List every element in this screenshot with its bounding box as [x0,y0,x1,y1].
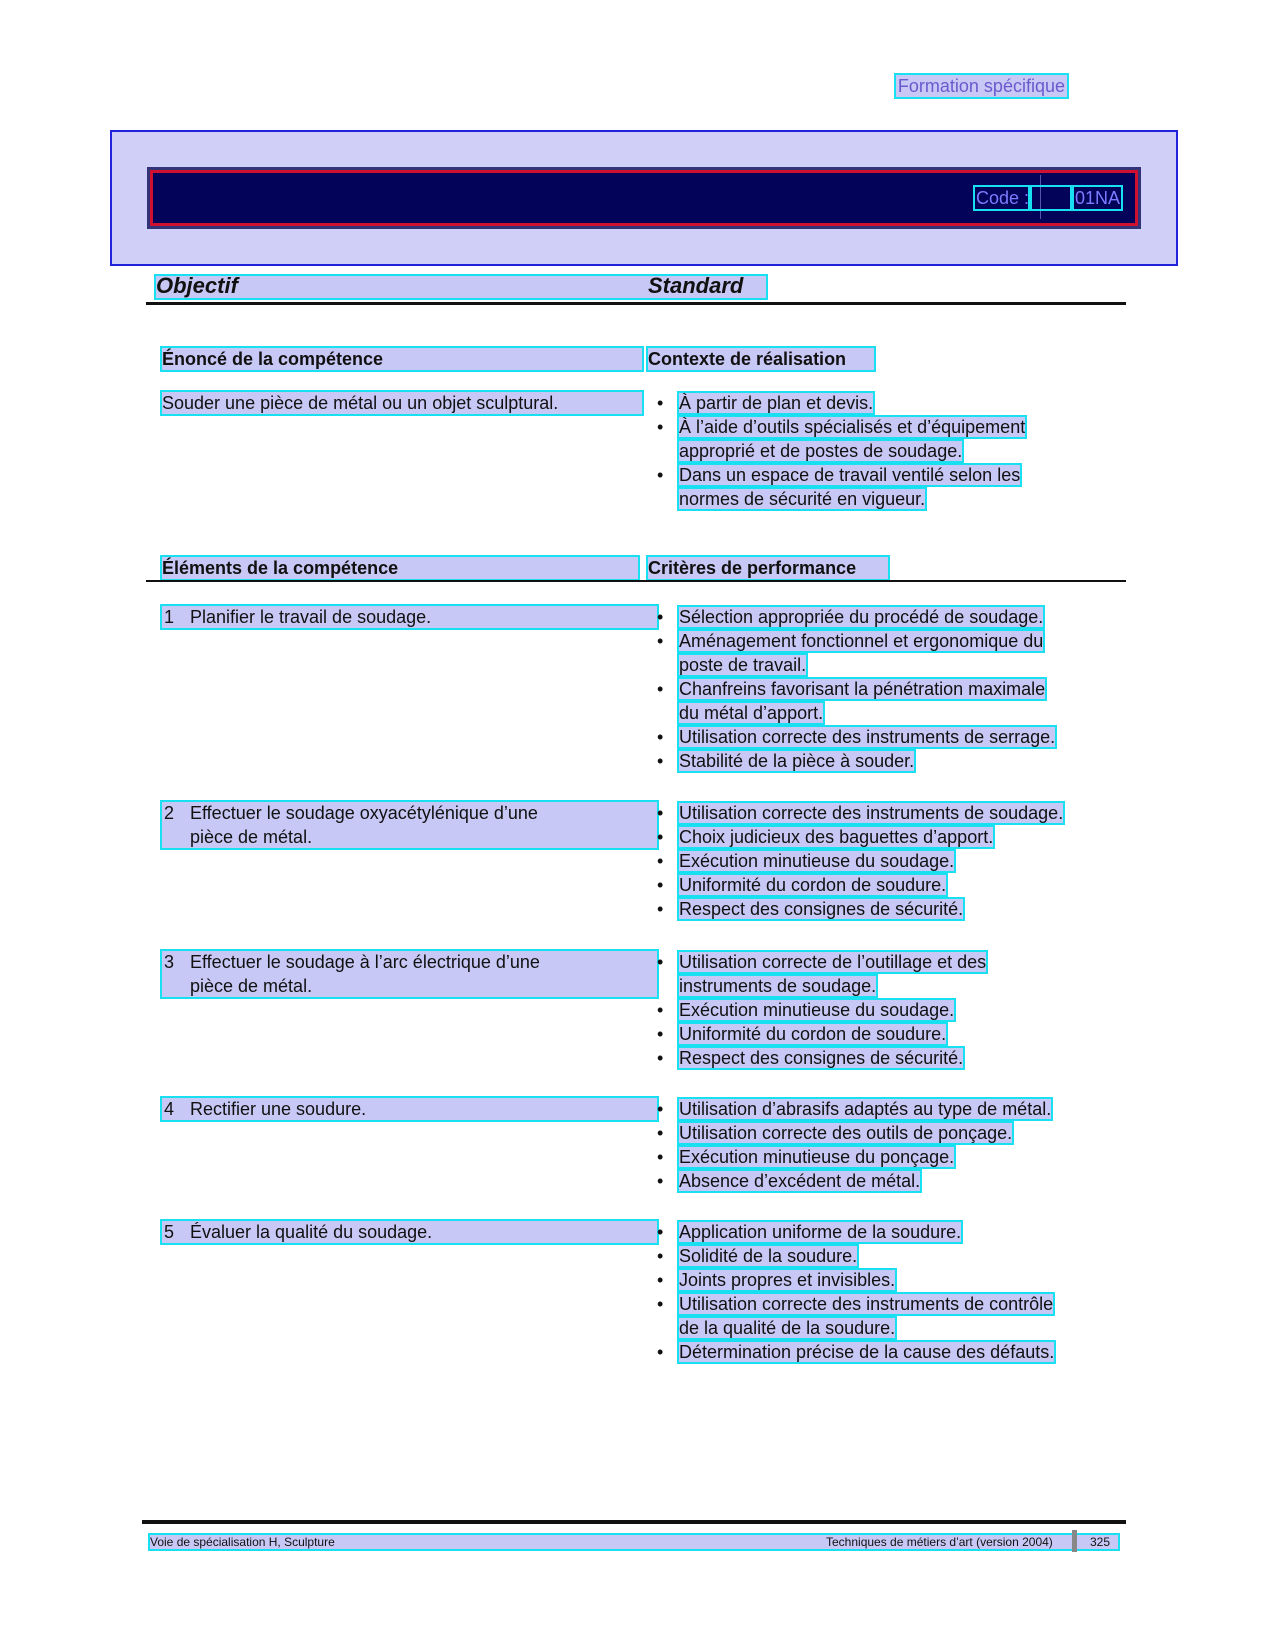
criteria-line: À partir de plan et devis. [679,393,874,413]
contexte-heading: Contexte de réalisation [648,349,847,369]
code-value: 01NA [1075,188,1121,208]
code-label: Code : [976,188,1030,208]
criteria-item [657,1022,1127,1046]
bullet-icon: • [657,751,664,771]
bullet-icon: • [657,727,664,747]
criteria-item [657,605,1127,629]
element-text: Évaluer la qualité du soudage. [190,1222,433,1242]
criteria-item [657,1169,1127,1193]
criteria-line: Utilisation correcte de l’outillage et des [679,952,987,972]
criteria-item [657,1340,1127,1364]
element-text: Effectuer le soudage à l’arc électrique d’une [190,952,540,972]
bullet-icon: • [657,1246,664,1266]
element-text: pièce de métal. [190,976,313,996]
criteria-list [657,605,1127,773]
bullet-icon: • [657,631,664,651]
criteria-line: Dans un espace de travail ventilé selon les [679,465,1021,485]
criteria-item [657,998,1127,1022]
bullet-icon: • [657,1171,664,1191]
element-text: Effectuer le soudage oxyacétylénique d’une [190,803,538,823]
element-number: 4 [164,1099,175,1119]
bullet-icon: • [657,875,664,895]
criteria-line: normes de sécurité en vigueur. [679,489,926,509]
criteria-line: instruments de soudage. [679,976,877,996]
criteria-item [657,950,1127,998]
bullet-icon: • [657,1147,664,1167]
element-row [164,1097,654,1121]
bullet-icon: • [657,465,664,485]
footer-left: Voie de spécialisation H, Sculpture [150,1535,335,1549]
element-number: 3 [164,952,175,972]
section-rule [146,302,1126,305]
criteria-item [657,1244,1127,1268]
enonce-heading: Énoncé de la compétence [162,349,384,369]
criteria-line: Utilisation correcte des instruments de serrage. [679,727,1056,747]
footer-page-number: 325 [1090,1535,1111,1549]
bullet-icon: • [657,679,664,699]
criteria-line: approprié et de postes de soudage. [679,441,963,461]
contexte-list [657,391,1127,511]
criteria-line: Chanfreins favorisant la pénétration maximale [679,679,1046,699]
criteria-item [657,1145,1127,1169]
elements-heading: Éléments de la compétence [162,558,399,578]
criteria-line: Respect des consignes de sécurité. [679,1048,964,1068]
criteres-heading: Critères de performance [648,558,857,578]
element-row [164,605,654,629]
criteria-line: du métal d’apport. [679,703,824,723]
criteria-item [657,725,1127,749]
header-label: Formation spécifique [897,76,1065,96]
bullet-icon: • [657,1000,664,1020]
criteria-item [657,801,1127,825]
criteria-item [657,677,1127,725]
bullet-icon: • [657,1294,664,1314]
criteria-line: Utilisation correcte des outils de ponçage. [679,1123,1013,1143]
element-text: pièce de métal. [190,827,313,847]
criteria-line: Exécution minutieuse du soudage. [679,1000,955,1020]
element-number: 5 [164,1222,175,1242]
enonce-text: Souder une pièce de métal ou un objet sculptural. [162,393,559,413]
element-row [164,1220,654,1244]
bullet-icon: • [657,1342,664,1362]
criteria-line: Aménagement fonctionnel et ergonomique du [679,631,1044,651]
criteria-line: Respect des consignes de sécurité. [679,899,964,919]
bullet-icon: • [657,1099,664,1119]
bullet-icon: • [657,827,664,847]
criteria-list [657,1220,1127,1364]
bullet-icon: • [657,1270,664,1290]
criteria-item [657,897,1127,921]
criteria-line: Joints propres et invisibles. [679,1270,896,1290]
element-text: Rectifier une soudure. [190,1099,367,1119]
criteria-line: poste de travail. [679,655,807,675]
footer-right: Techniques de métiers d’art (version 2004) [826,1535,1053,1549]
criteria-item [657,749,1127,773]
footer-separator [1072,1530,1077,1552]
criteria-line: de la qualité de la soudure. [679,1318,896,1338]
criteria-item [657,1097,1127,1121]
criteria-line: Détermination précise de la cause des défauts. [679,1342,1055,1362]
criteria-line: Uniformité du cordon de soudure. [679,1024,947,1044]
criteria-item [657,415,1127,463]
criteria-item [657,849,1127,873]
bullet-icon: • [657,1024,664,1044]
bullet-icon: • [657,607,664,627]
criteria-item [657,1292,1127,1340]
bullet-icon: • [657,899,664,919]
criteria-line: À l’aide d’outils spécialisés et d’équipement [679,417,1026,437]
criteria-line: Solidité de la soudure. [679,1246,858,1266]
criteria-item [657,825,1127,849]
section-standard: Standard [648,273,744,298]
bullet-icon: • [657,803,664,823]
criteria-item [657,391,1127,415]
criteria-line: Sélection appropriée du procédé de soudage. [679,607,1044,627]
bullet-icon: • [657,393,664,413]
criteria-line: Stabilité de la pièce à souder. [679,751,915,771]
bullet-icon: • [657,417,664,437]
criteria-item [657,1121,1127,1145]
criteria-line: Exécution minutieuse du ponçage. [679,1147,955,1167]
criteria-item [657,873,1127,897]
criteria-list [657,950,1127,1070]
criteria-item [657,1268,1127,1292]
criteria-list [657,801,1127,921]
criteria-line: Utilisation d’abrasifs adaptés au type de métal. [679,1099,1052,1119]
bullet-icon: • [657,1222,664,1242]
criteria-line: Application uniforme de la soudure. [679,1222,962,1242]
criteria-item [657,1220,1127,1244]
bullet-icon: • [657,1048,664,1068]
criteria-line: Exécution minutieuse du soudage. [679,851,955,871]
element-text: Planifier le travail de soudage. [190,607,432,627]
element-row [164,950,654,998]
criteria-item [657,629,1127,677]
criteria-line: Uniformité du cordon de soudure. [679,875,947,895]
bullet-icon: • [657,952,664,972]
criteria-item [657,1046,1127,1070]
criteres-rule [146,580,1126,582]
element-number: 2 [164,803,175,823]
element-row [164,801,654,849]
footer-rule [142,1520,1126,1524]
criteria-line: Utilisation correcte des instruments de contrôle [679,1294,1054,1314]
criteria-line: Choix judicieux des baguettes d’apport. [679,827,994,847]
criteria-line: Absence d’excédent de métal. [679,1171,921,1191]
criteria-line: Utilisation correcte des instruments de soudage. [679,803,1064,823]
element-number: 1 [164,607,175,627]
criteria-list [657,1097,1127,1193]
bullet-icon: • [657,851,664,871]
code-box [1030,187,1070,209]
section-objectif: Objectif [156,273,238,298]
bullet-icon: • [657,1123,664,1143]
criteria-item [657,463,1127,511]
